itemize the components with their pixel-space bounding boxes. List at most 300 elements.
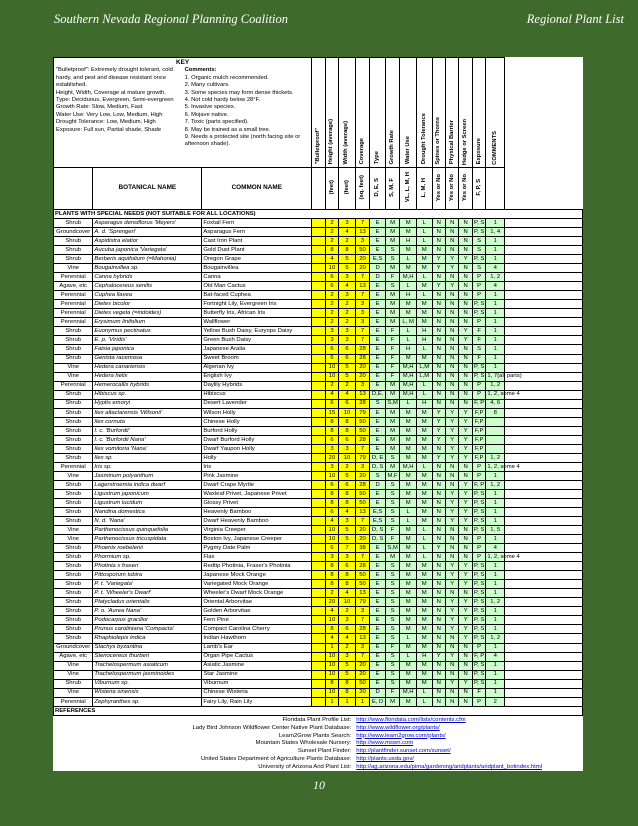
cell-hedge: F,P (472, 435, 485, 444)
cell-hedge: P, S (473, 608, 485, 615)
cell-coverage: E (370, 426, 386, 435)
table-row (54, 291, 583, 300)
cell-botanical-name: Wisteria sinensis (93, 688, 202, 697)
reference-link[interactable]: http://www.learn2grow.com/plants/ (356, 732, 446, 739)
cell-water-use: M (416, 300, 432, 309)
key-comment-line: 2. Many cultivars. (184, 82, 230, 89)
cell-exposure: 1 (486, 616, 505, 625)
cell-exposure (486, 417, 505, 426)
cell-type: S (385, 489, 400, 498)
cell-height: 6 (339, 354, 356, 363)
cell-botanical-name: Parthenocissus tricuspidata (93, 535, 202, 544)
cell-spines: Y (445, 607, 458, 616)
cell-hedge: P, S (473, 680, 485, 687)
cell-type: M (385, 228, 400, 237)
reference-link[interactable]: http://www.floridata.com/lists/contents.cfm (356, 716, 466, 723)
cell-bulletproof: 6 (325, 354, 338, 363)
cell-growth-rate: M (400, 309, 417, 318)
cell-botanical-name: Ilex vomitoria 'Nana' (93, 444, 202, 453)
cell-width: 7 (355, 219, 370, 228)
col-header-drought-tolerance: Drought Tolerance (416, 58, 432, 168)
cell-water-use: M (416, 580, 432, 589)
cell-height: 6 (339, 625, 356, 634)
cell-common-name: Burford Holly (202, 426, 312, 435)
cell-botanical-name: Phormium sp. (93, 553, 202, 562)
cell-width: 20 (355, 372, 370, 381)
cell-exposure: 1 (486, 670, 505, 679)
cell-bulletproof: 6 (325, 435, 338, 444)
cell-common-name: Dwarf Yaupon Holly (202, 444, 312, 453)
cell-bulletproof (312, 246, 325, 255)
cell-common-name: Green Bush Daisy (202, 336, 312, 345)
cell-common-name: Japanese Aralia (202, 345, 312, 354)
cell-growth-rate: L (400, 255, 417, 264)
cell-exposure: 4 (486, 282, 505, 291)
cell-water-use: M (416, 444, 432, 453)
cell-common-name: Glossy Privet (202, 499, 312, 508)
cell-plant-type: Shrub (54, 390, 93, 399)
cell-hedge: P (472, 390, 485, 399)
cell-exposure: 1, 2, some 4 (487, 463, 520, 470)
cell-growth-rate: M (400, 417, 417, 426)
cell-exposure (486, 444, 505, 453)
cell-water-use: M (416, 643, 432, 652)
cell-barrier: N (459, 228, 472, 237)
cell-common-name: Virginia Creeper (202, 526, 312, 535)
cell-water-use: L (416, 535, 432, 544)
cell-comments (505, 273, 583, 282)
key-comment-line: 9. Needs a protected site (north facing site or afternoon shade). (184, 134, 301, 148)
cell-exposure: 1, 2 (486, 273, 505, 282)
cell-botanical-name: N. d. 'Nana' (93, 517, 202, 526)
key-row (54, 58, 583, 168)
cell-comments (505, 318, 583, 327)
cell-barrier: N (459, 318, 472, 327)
cell-drought-tolerance: N (432, 643, 445, 652)
cell-plant-type: Shrub (54, 499, 93, 508)
cell-height: 3 (339, 336, 356, 345)
cell-exposure: 1, 5 (486, 526, 505, 535)
cell-growth-rate: M,H (400, 273, 417, 282)
cell-type: M (385, 553, 400, 562)
cell-water-use: H (416, 399, 432, 408)
col-header-exposure: Exposure (472, 58, 485, 168)
cell-width: 79 (355, 408, 370, 417)
cell-width: 20 (355, 688, 370, 697)
cell-plant-type: Agave, etc (54, 652, 93, 661)
cell-spines: N (445, 480, 458, 489)
cell-coverage: E, D (370, 697, 386, 706)
cell-exposure: 1, 2 (486, 634, 505, 643)
cell-barrier: Y (459, 444, 472, 453)
cell-water-use: M (416, 679, 432, 688)
cell-type: M (385, 408, 400, 417)
cell-growth-rate: L (400, 336, 417, 345)
cell-water-use: L (416, 219, 432, 228)
cell-hedge: F (472, 336, 485, 345)
table-row (54, 679, 583, 688)
cell-bulletproof (312, 228, 325, 237)
cell-hedge: P, S (473, 490, 485, 497)
cell-coverage: E (370, 598, 386, 607)
cell-exposure: 1, 2 (486, 381, 505, 390)
cell-bulletproof: 2 (325, 309, 338, 318)
unit-barrier: Yes or No (445, 168, 458, 210)
cell-coverage: E (370, 282, 386, 291)
cell-width: 3 (355, 300, 370, 309)
cell-bulletproof (312, 372, 325, 381)
reference-link[interactable]: http://ag.arizona.edu/pima/gardening/aridplants/aridplant_botindex.html (356, 763, 542, 770)
cell-comments (505, 426, 583, 435)
cell-water-use: M (416, 408, 432, 417)
cell-plant-type: Shrub (54, 625, 93, 634)
cell-plant-type: Shrub (54, 327, 93, 336)
cell-bulletproof (312, 219, 325, 228)
cell-botanical-name: P. t. 'Wheeler's Dwarf' (93, 589, 202, 598)
unit-exposure: F, P, S (472, 168, 485, 210)
cell-growth-rate: M (400, 598, 417, 607)
cell-exposure: 1, 2 (486, 598, 505, 607)
cell-bulletproof (312, 616, 325, 625)
cell-width: 7 (355, 327, 370, 336)
cell-type: S (385, 616, 400, 625)
cell-exposure: 1 (486, 625, 505, 634)
cell-drought-tolerance: Y (432, 435, 445, 444)
cell-plant-type: Vine (54, 471, 93, 480)
cell-drought-tolerance: N (432, 589, 445, 598)
cell-width: 7 (355, 616, 370, 625)
cell-plant-type: Shrub (54, 553, 93, 562)
cell-width: 28 (355, 562, 370, 571)
cell-comments (505, 526, 583, 535)
cell-drought-tolerance: N (432, 237, 445, 246)
cell-hedge: P (472, 471, 485, 480)
cell-common-name: Chinese Wisteria (202, 688, 312, 697)
cell-drought-tolerance: N (432, 444, 445, 453)
cell-common-name: Asiatic Jasmine (202, 661, 312, 670)
cell-bulletproof: 2 (325, 381, 338, 390)
cell-bulletproof (312, 462, 325, 471)
cell-hedge: P, S (473, 364, 485, 371)
cell-exposure: 1 (486, 499, 505, 508)
cell-width: 20 (355, 670, 370, 679)
cell-bulletproof (312, 453, 325, 462)
cell-botanical-name: Hedera helix (93, 372, 202, 381)
cell-height: 8 (339, 580, 356, 589)
cell-barrier: N (459, 291, 472, 300)
cell-plant-type: Shrub (54, 444, 93, 453)
cell-height: 6 (339, 562, 356, 571)
cell-growth-rate: M (400, 435, 417, 444)
cell-bulletproof: 2 (325, 237, 338, 246)
key-left-column (56, 67, 181, 148)
cell-width: 3 (355, 643, 370, 652)
cell-plant-type: Vine (54, 372, 93, 381)
cell-exposure: 1 (486, 562, 505, 571)
cell-drought-tolerance: N (432, 462, 445, 471)
cell-plant-type: Shrub (54, 508, 93, 517)
cell-width: 20 (355, 535, 370, 544)
cell-type: F (385, 688, 400, 697)
cell-comments (505, 661, 583, 670)
cell-comments (505, 643, 583, 652)
cell-comments (505, 219, 583, 228)
cell-width: 79 (355, 598, 370, 607)
cell-coverage: S (370, 399, 386, 408)
cell-type: S (385, 508, 400, 517)
cell-spines: Y (445, 598, 458, 607)
cell-spines: Y (445, 282, 458, 291)
cell-botanical-name: Stachys byzantina (93, 643, 202, 652)
cell-drought-tolerance: N (432, 489, 445, 498)
cell-height: 2 (339, 309, 356, 318)
cell-type: S (385, 607, 400, 616)
cell-plant-type: Perennial (54, 462, 93, 471)
cell-type: F (385, 643, 400, 652)
cell-height: 4 (339, 390, 356, 399)
cell-plant-type: Shrub (54, 607, 93, 616)
cell-coverage: S (370, 471, 386, 480)
reference-label: Lady Bird Johnson Wildflower Center Native Plant Database: (192, 724, 352, 731)
cell-coverage: E (370, 309, 386, 318)
reference-link[interactable]: http://www.mswn.com (356, 740, 414, 747)
cell-growth-rate: M (400, 499, 417, 508)
cell-hedge: P, S (473, 508, 485, 515)
cell-bulletproof (312, 508, 325, 517)
cell-coverage: E (370, 291, 386, 300)
cell-hedge: P (472, 291, 485, 300)
cell-height: 3 (339, 273, 356, 282)
cell-coverage: E (370, 354, 386, 363)
cell-exposure: 1 (486, 327, 505, 336)
cell-plant-type: Vine (54, 526, 93, 535)
cell-width: 3 (355, 607, 370, 616)
cell-barrier: Y (459, 499, 472, 508)
cell-comments (505, 580, 583, 589)
cell-exposure: 1 (486, 345, 505, 354)
reference-row (54, 724, 583, 732)
cell-spines: Y (445, 426, 458, 435)
cell-height: 4 (339, 589, 356, 598)
cell-barrier: N (459, 363, 472, 372)
cell-bulletproof: 8 (325, 571, 338, 580)
cell-comments (505, 255, 583, 264)
cell-hedge: P (472, 553, 485, 562)
cell-hedge: F (472, 688, 485, 697)
reference-link[interactable]: http://www.wildflower.org/plants/ (356, 724, 440, 731)
cell-common-name: Daylily Hybrids (202, 381, 312, 390)
cell-plant-type: Vine (54, 264, 93, 273)
cell-coverage: E (370, 381, 386, 390)
cell-hedge: F,P (472, 426, 485, 435)
cell-drought-tolerance: N (432, 381, 445, 390)
cell-height: 2 (339, 300, 356, 309)
cell-bulletproof (312, 517, 325, 526)
cell-coverage: E (370, 489, 386, 498)
cell-coverage: E (370, 417, 386, 426)
key-title: KEY (176, 59, 190, 66)
cell-hedge: P, S (473, 499, 485, 506)
cell-bulletproof: 8 (325, 625, 338, 634)
cell-water-use: M (416, 453, 432, 462)
cell-spines: N (445, 399, 458, 408)
cell-barrier: N (459, 282, 472, 291)
cell-bulletproof (312, 417, 325, 426)
cell-growth-rate: H (400, 291, 417, 300)
key-comment-line: 4. Not cold hardy below 28°F. (184, 97, 261, 104)
cell-bulletproof: 2 (325, 318, 338, 327)
cell-exposure: 1 (486, 291, 505, 300)
reference-link[interactable]: http://plants.usda.gov/ (356, 756, 414, 763)
cell-spines: N (445, 309, 458, 318)
cell-width: 7 (355, 336, 370, 345)
table-row (54, 327, 583, 336)
cell-coverage: E (370, 544, 386, 553)
reference-row (54, 716, 583, 724)
cell-comments (505, 679, 583, 688)
cell-bulletproof: 3 (325, 462, 338, 471)
cell-plant-type: Shrub (54, 517, 93, 526)
cell-type: F (385, 535, 400, 544)
cell-height: 1 (339, 697, 356, 706)
cell-barrier: N (459, 273, 472, 282)
cell-bulletproof: 8 (325, 426, 338, 435)
cell-barrier: Y (459, 417, 472, 426)
cell-type: S (385, 580, 400, 589)
cell-bulletproof: 2 (325, 300, 338, 309)
cell-water-use: M (416, 426, 432, 435)
cell-bulletproof: 2 (325, 589, 338, 598)
cell-coverage: E (370, 553, 386, 562)
cell-comments (505, 652, 583, 661)
cell-water-use: M (416, 598, 432, 607)
cell-growth-rate: M (400, 661, 417, 670)
cell-comments (505, 300, 583, 309)
table-row (54, 607, 583, 616)
cell-plant-type: Shrub (54, 426, 93, 435)
cell-type: S (385, 679, 400, 688)
cell-barrier: N (459, 399, 472, 408)
cell-common-name: Pink Jasmine (202, 471, 312, 480)
cell-width: 50 (355, 499, 370, 508)
unit-type: D, E, S (370, 168, 386, 210)
cell-exposure: 1 (486, 318, 505, 327)
cell-botanical-name: Phoenix roebelenii (93, 544, 202, 553)
table-row (54, 634, 583, 643)
table-row (54, 670, 583, 679)
cell-spines: N (445, 661, 458, 670)
cell-common-name: Japanese Mock Orange (202, 571, 312, 580)
cell-barrier: N (459, 526, 472, 535)
cell-barrier: Y (459, 625, 472, 634)
cell-botanical-name: Euonymus pectinatus (93, 327, 202, 336)
cell-coverage: E (370, 435, 386, 444)
cell-botanical-name: Trachelospermum asiaticum (93, 661, 202, 670)
cell-drought-tolerance: Y (432, 282, 445, 291)
cell-height: 4 (339, 282, 356, 291)
cell-botanical-name: Bougainvillea sp. (93, 264, 202, 273)
cell-height: 3 (339, 291, 356, 300)
cell-comments (505, 471, 583, 480)
cell-spines: N (445, 273, 458, 282)
cell-barrier: N (459, 553, 472, 562)
cell-comments (505, 363, 583, 372)
cell-botanical-name: Erysimum linifolium (93, 318, 202, 327)
table-row (54, 390, 583, 399)
cell-hedge: P, S (473, 662, 485, 669)
cell-water-use: L (416, 544, 432, 553)
reference-row (54, 732, 583, 740)
reference-row (54, 755, 583, 763)
cell-botanical-name: Cuphea llavea (93, 291, 202, 300)
cell-type: M (385, 381, 400, 390)
cell-exposure: 8 (486, 408, 505, 417)
cell-plant-type: Shrub (54, 336, 93, 345)
key-comment-line: 6. Mojave native. (184, 111, 229, 118)
cell-water-use: M (416, 670, 432, 679)
cell-width: 7 (355, 291, 370, 300)
cell-comments (505, 354, 583, 363)
cell-coverage: E (370, 562, 386, 571)
cell-botanical-name: P. o. 'Aurea Nana' (93, 607, 202, 616)
cell-botanical-name: Pittosporum tobira (93, 571, 202, 580)
cell-bulletproof: 4 (325, 517, 338, 526)
cell-barrier: N (459, 697, 472, 706)
cell-water-use: M (416, 354, 432, 363)
cell-bulletproof (312, 327, 325, 336)
cell-botanical-name: Aucuba japonica 'Variegata' (93, 246, 202, 255)
cell-height: 3 (339, 652, 356, 661)
cell-height: 3 (339, 553, 356, 562)
cell-water-use: H (416, 327, 432, 336)
key-left-line: Exposure: Full sun, Partial shade, Shade (56, 126, 162, 133)
cell-comments (505, 399, 583, 408)
cell-drought-tolerance: N (432, 679, 445, 688)
table-row (54, 625, 583, 634)
cell-bulletproof (312, 535, 325, 544)
cell-exposure: 1 (486, 354, 505, 363)
cell-height: 8 (339, 679, 356, 688)
cell-plant-type: Groundcover (54, 643, 93, 652)
cell-drought-tolerance: N (432, 354, 445, 363)
cell-plant-type: Shrub (54, 562, 93, 571)
cell-botanical-name: Dietes vegeta (=iridoides) (93, 309, 202, 318)
cell-exposure: 2 (486, 697, 505, 706)
cell-growth-rate: L (400, 282, 417, 291)
cell-barrier: Y (459, 327, 472, 336)
cell-water-use: L,M (416, 372, 432, 381)
cell-growth-rate: L (400, 634, 417, 643)
cell-comments (505, 264, 583, 273)
table-row (54, 399, 583, 408)
cell-water-use: M (416, 589, 432, 598)
cell-hedge: F, P (474, 400, 485, 407)
cell-comments (505, 625, 583, 634)
cell-height: 5 (339, 363, 356, 372)
cell-coverage: E (370, 363, 386, 372)
cell-hedge: F,P (472, 453, 485, 462)
cell-water-use: M (416, 282, 432, 291)
cell-height: 8 (339, 489, 356, 498)
cell-barrier: N (459, 535, 472, 544)
cell-type: F (385, 336, 400, 345)
reference-link[interactable]: http://plantfinder.sunset.com/sunset/ (356, 748, 451, 755)
cell-growth-rate: H (400, 345, 417, 354)
reference-row (54, 763, 583, 771)
table-row (54, 273, 583, 282)
cell-growth-rate: M (400, 571, 417, 580)
cell-exposure: 4 (486, 544, 505, 553)
